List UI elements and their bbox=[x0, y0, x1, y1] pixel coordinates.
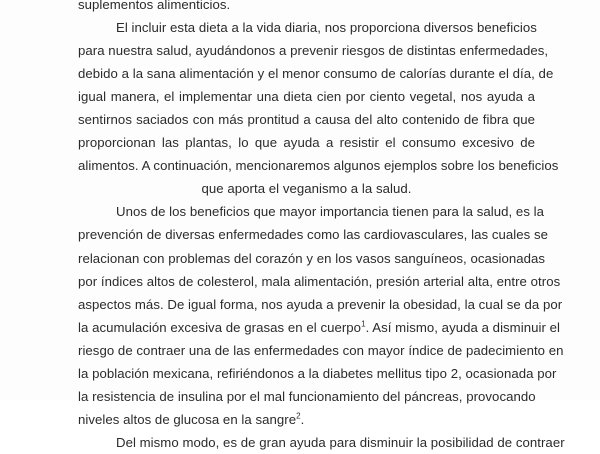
text-line: aspectos más. De igual forma, nos ayuda a prevenir la obesidad, la cual se da por bbox=[78, 296, 563, 312]
paragraph-diet-benefits bbox=[78, 16, 559, 200]
footnote-marker[interactable]: 1 bbox=[361, 319, 366, 329]
body-text bbox=[78, 0, 565, 454]
footnote-marker[interactable]: 2 bbox=[296, 411, 301, 421]
text-line: proporcionan las plantas, lo que ayuda a resistir el consumo excesivo de bbox=[78, 135, 535, 151]
text-line: Del mismo modo, es de gran ayuda para disminuir la posibilidad de contraer bbox=[116, 434, 565, 450]
text-line: para nuestra salud, ayudándonos a prevenir riesgos de distintas enfermedades, bbox=[78, 43, 549, 59]
text-line: la población mexicana, refiriéndonos a la diabetes mellitus tipo 2, ocasionada por bbox=[78, 365, 557, 381]
paragraph-cardiovascular bbox=[78, 200, 564, 430]
text-line: riesgo de contraer una de las enfermedades con mayor índice de padecimiento en bbox=[78, 342, 564, 358]
text-line: sentirnos saciados con más prontitud a causa del alto contenido de fibra que bbox=[78, 112, 535, 128]
text-line: debido a la sana alimentación y el menor consumo de calorías durante el día, de bbox=[78, 66, 554, 82]
text-segment: . bbox=[300, 411, 305, 427]
text-line: igual manera, el implementar una dieta cien por ciento vegetal, nos ayuda a bbox=[78, 89, 535, 105]
text-line: Unos de los beneficios que mayor importancia tienen para la salud, es la bbox=[116, 204, 545, 220]
text-line: alimentos. A continuación, mencionaremos algunos ejemplos sobre los beneficios bbox=[78, 158, 559, 174]
text-segment: la acumulación excesiva de grasas en el cuerpo bbox=[78, 319, 362, 335]
text-line: suplementos alimenticios. bbox=[78, 0, 231, 12]
text-line: que aporta el veganismo a la salud. bbox=[201, 181, 412, 197]
text-segment: . Así mismo, ayuda a disminuir el bbox=[365, 319, 560, 335]
text-line: relacionan con problemas del corazón y en los vasos sanguíneos, ocasionadas bbox=[78, 250, 546, 266]
text-line-with-footnote bbox=[78, 316, 560, 339]
paragraph-continuation bbox=[78, 431, 565, 454]
text-segment: niveles altos de glucosa en la sangre bbox=[78, 411, 297, 427]
text-line: por índices altos de colesterol, mala alimentación, presión arterial alta, entre otros bbox=[78, 273, 561, 289]
text-line: El incluir esta dieta a la vida diaria, nos proporciona diversos beneficios bbox=[116, 20, 537, 36]
text-line: prevención de diversas enfermedades como las cardiovasculares, las cuales se bbox=[78, 227, 548, 243]
paragraph-intro-tail bbox=[78, 0, 535, 16]
text-line: la resistencia de insulina por el mal funcionamiento del páncreas, provocando bbox=[78, 388, 536, 404]
text-line-with-footnote bbox=[78, 408, 535, 431]
